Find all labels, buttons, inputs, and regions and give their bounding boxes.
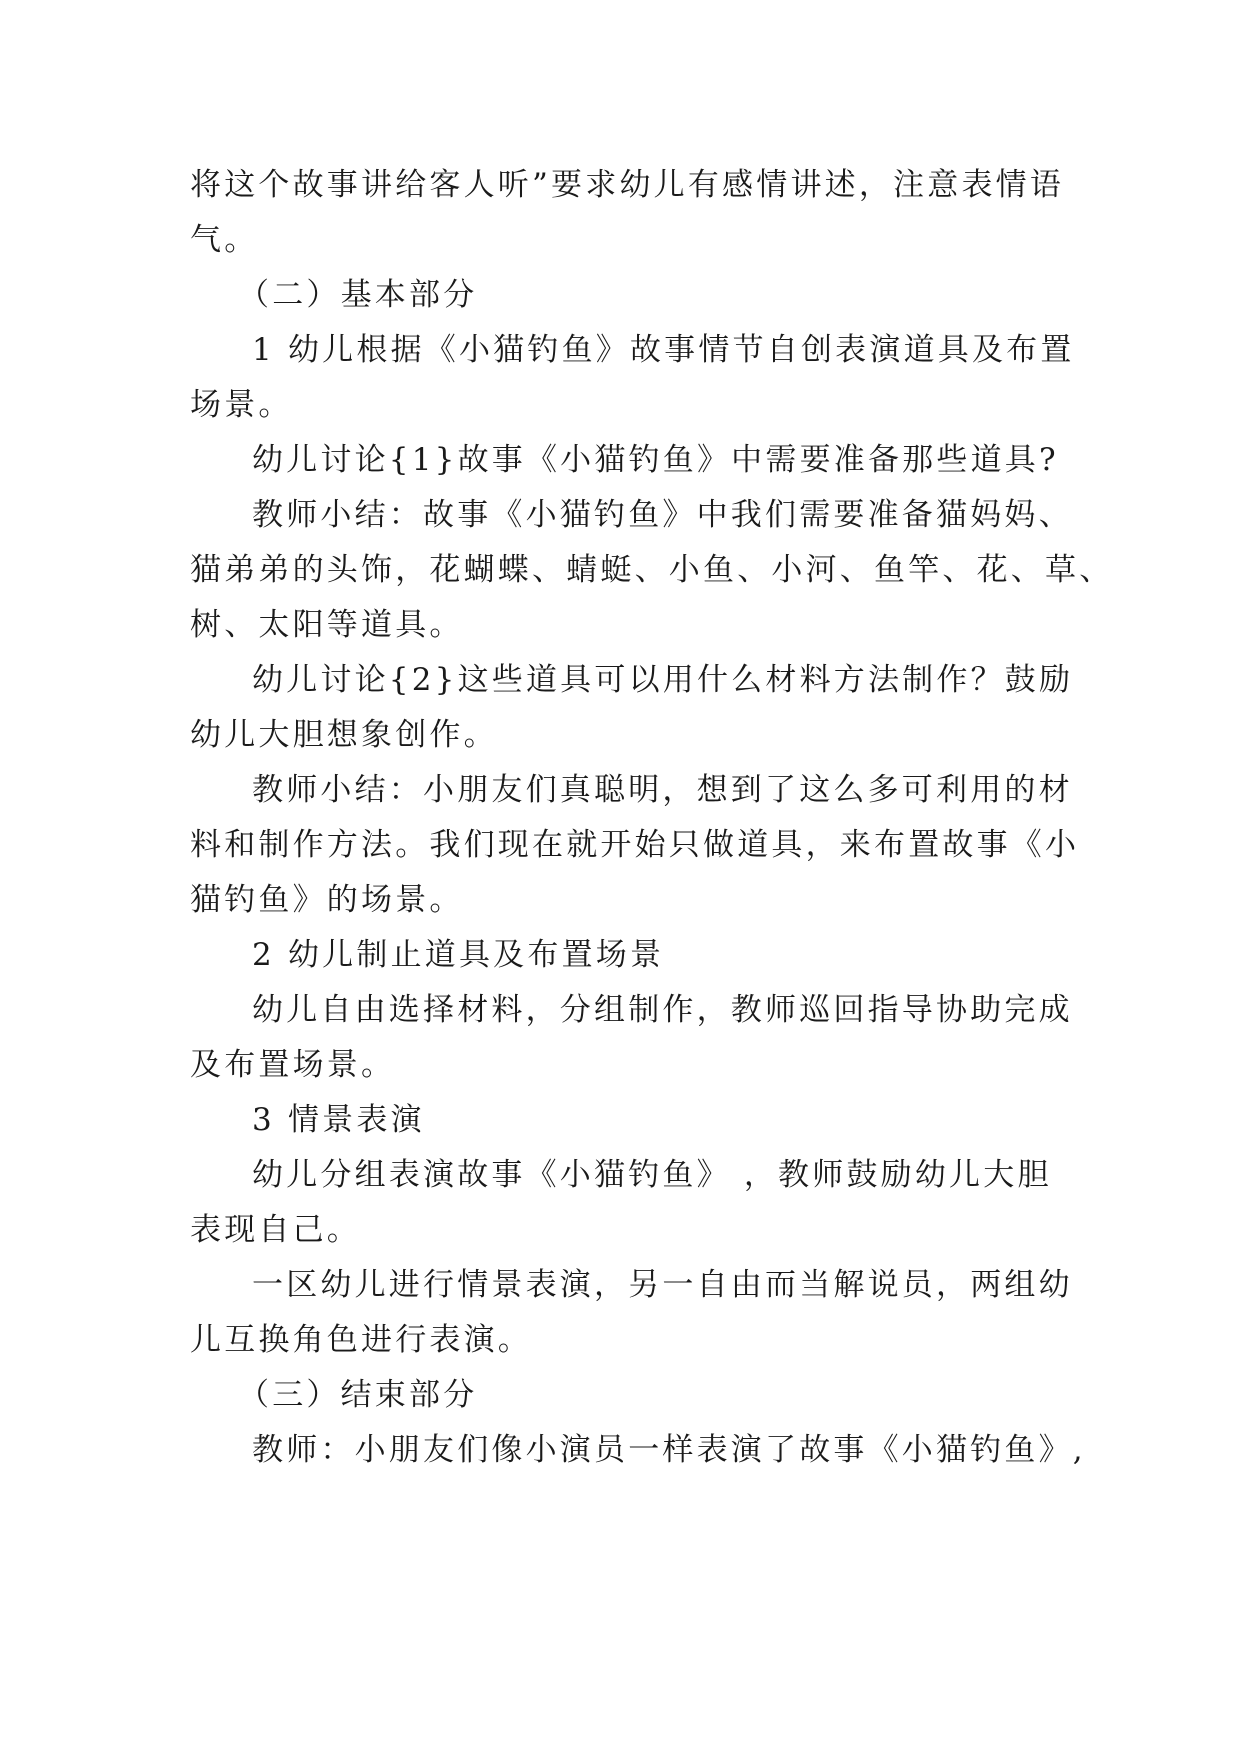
text-line: 将这个故事讲给客人听”要求幼儿有感情讲述，注意表情语: [190, 167, 1065, 203]
text-line: 3 情景表演: [252, 1102, 425, 1138]
text-line: 幼儿讨论{1}故事《小猫钓鱼》中需要准备那些道具?: [252, 442, 1059, 478]
section-heading: （二）基本部分: [238, 277, 478, 313]
text-line: 2 幼儿制止道具及布置场景: [252, 937, 665, 973]
text-line: 及布置场景。: [190, 1047, 396, 1083]
text-line: 幼儿讨论{2}这些道具可以用什么材料方法制作？鼓励: [252, 662, 1074, 698]
text-line: 幼儿自由选择材料，分组制作，教师巡回指导协助完成: [252, 992, 1073, 1028]
text-line: 表现自己。: [190, 1212, 361, 1248]
text-line: 猫钓鱼》的场景。: [190, 882, 464, 918]
text-line: 教师小结：故事《小猫钓鱼》中我们需要准备猫妈妈、: [252, 497, 1073, 533]
text-line: 1 幼儿根据《小猫钓鱼》故事情节自创表演道具及布置: [252, 332, 1075, 368]
text-line: 树、太阳等道具。: [190, 607, 464, 643]
text-line: 教师：小朋友们像小演员一样表演了故事《小猫钓鱼》,: [252, 1432, 1086, 1468]
text-line: 一区幼儿进行情景表演，另一自由而当解说员，两组幼: [252, 1267, 1073, 1303]
text-line: 场景。: [190, 387, 293, 423]
section-heading: （三）结束部分: [238, 1377, 478, 1413]
text-line: 猫弟弟的头饰，花蝴蝶、蜻蜓、小鱼、小河、鱼竿、花、草、: [190, 552, 1114, 588]
text-line: 幼儿大胆想象创作。: [190, 717, 498, 753]
text-line: 教师小结：小朋友们真聪明，想到了这么多可利用的材: [252, 772, 1073, 808]
text-line: 幼儿分组表演故事《小猫钓鱼》 ，教师鼓励幼儿大胆: [252, 1157, 1052, 1193]
text-line: 气。: [190, 222, 259, 258]
text-line: 料和制作方法。我们现在就开始只做道具，来布置故事《小: [190, 827, 1080, 863]
text-line: 儿互换角色进行表演。: [190, 1322, 532, 1358]
